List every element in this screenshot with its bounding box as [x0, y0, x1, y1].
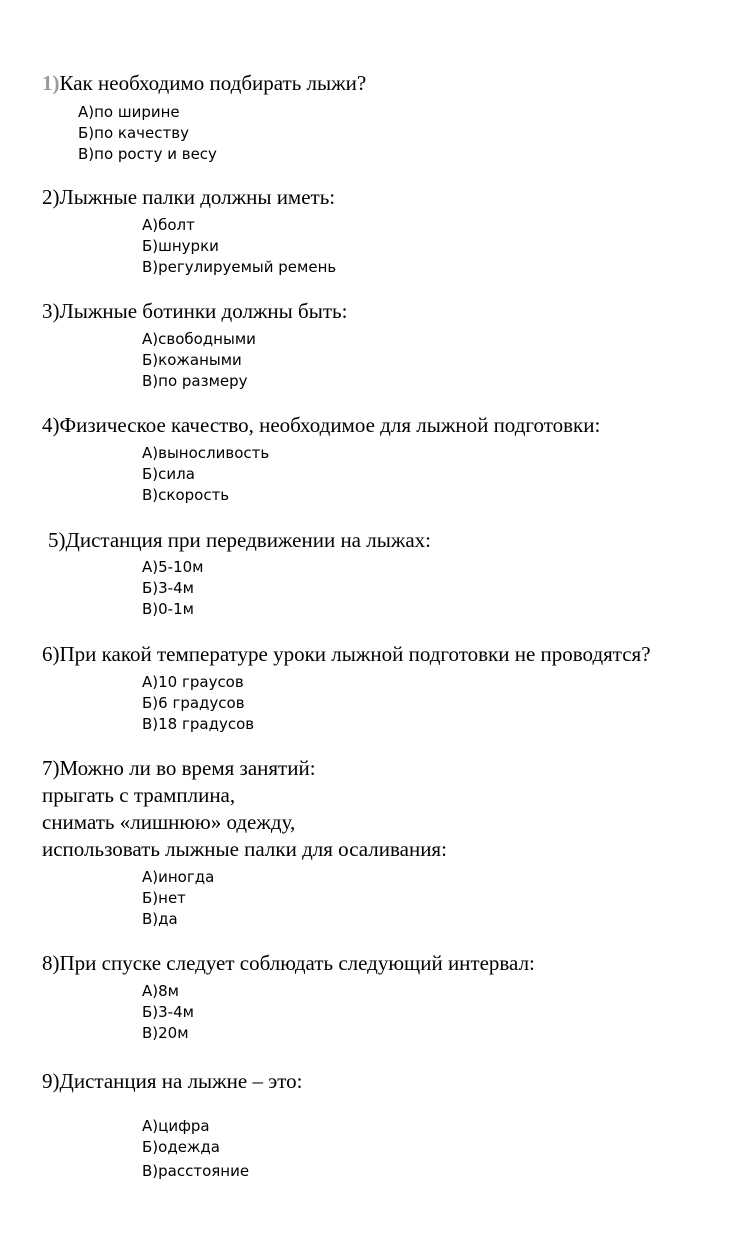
question-2-number: 2)	[42, 185, 60, 209]
question-2-option-a: А)болт	[142, 216, 195, 234]
question-9-number: 9)	[42, 1069, 60, 1093]
question-3-option-c: В)по размеру	[142, 372, 248, 390]
question-8-number: 8)	[42, 951, 60, 975]
question-3-title	[42, 298, 347, 324]
question-8-option-c: В)20м	[142, 1024, 189, 1042]
question-1-title	[42, 70, 366, 96]
question-4-title	[42, 412, 600, 438]
question-9-title	[42, 1068, 302, 1094]
question-4-option-b: Б)сила	[142, 465, 195, 483]
question-5-number: 5)	[48, 528, 66, 552]
question-5-option-b: Б)3-4м	[142, 579, 194, 597]
question-4-option-c: В)скорость	[142, 486, 230, 504]
question-7-option-c: В)да	[142, 910, 178, 928]
question-7-number: 7)	[42, 756, 60, 780]
question-2-text: Лыжные палки должны иметь:	[59, 185, 336, 209]
question-2-option-b: Б)шнурки	[142, 237, 219, 255]
question-5-title	[48, 527, 431, 553]
question-5-option-c: В)0-1м	[142, 600, 194, 618]
question-4-text: Физическое качество, необходимое для лыжной подготовки:	[59, 413, 601, 437]
question-1-text: Как необходимо подбирать лыжи?	[59, 71, 367, 95]
question-7-text: Можно ли во время занятий:	[59, 756, 316, 780]
question-4-option-a: А)выносливость	[142, 444, 270, 462]
question-6-option-c: В)18 градусов	[142, 715, 255, 733]
question-8-text: При спуске следует соблюдать следующий интервал:	[59, 951, 535, 975]
question-8-option-a: А)8м	[142, 982, 179, 1000]
question-3-text: Лыжные ботинки должны быть:	[59, 299, 348, 323]
question-7-line-2: снимать «лишнюю» одежду,	[42, 810, 296, 834]
question-9-option-a: А)цифра	[142, 1117, 210, 1135]
question-5-text: Дистанция при передвижении на лыжах:	[65, 528, 432, 552]
question-7-title	[42, 755, 316, 781]
question-9-option-b: Б)одежда	[142, 1138, 220, 1156]
question-8-option-b: Б)3-4м	[142, 1003, 194, 1021]
question-7-line-1: прыгать с трамплина,	[42, 783, 236, 807]
question-4-number: 4)	[42, 413, 60, 437]
question-1-option-b: Б)по качеству	[78, 124, 189, 142]
question-3-option-b: Б)кожаными	[142, 351, 242, 369]
question-3-option-a: А)свободными	[142, 330, 256, 348]
question-6-title	[42, 641, 651, 667]
question-6-text: При какой температуре уроки лыжной подготовки не проводятся?	[59, 642, 651, 666]
question-6-option-a: А)10 граусов	[142, 673, 244, 691]
question-7-option-b: Б)нет	[142, 889, 186, 907]
question-9-text: Дистанция на лыжне – это:	[59, 1069, 303, 1093]
question-1-option-c: В)по росту и весу	[78, 145, 217, 163]
question-2-title	[42, 184, 335, 210]
question-6-number: 6)	[42, 642, 60, 666]
question-7-option-a: А)иногда	[142, 868, 215, 886]
question-6-option-b: Б)6 градусов	[142, 694, 245, 712]
question-2-option-c: В)регулируемый ремень	[142, 258, 337, 276]
question-3-number: 3)	[42, 299, 60, 323]
question-1-option-a: А)по ширине	[78, 103, 180, 121]
question-7-line-3: использовать лыжные палки для осаливания:	[42, 837, 447, 861]
question-9-option-c: В)расстояние	[142, 1162, 250, 1180]
question-1-number: 1)	[42, 71, 60, 95]
question-5-option-a: А)5-10м	[142, 558, 204, 576]
question-8-title	[42, 950, 535, 976]
